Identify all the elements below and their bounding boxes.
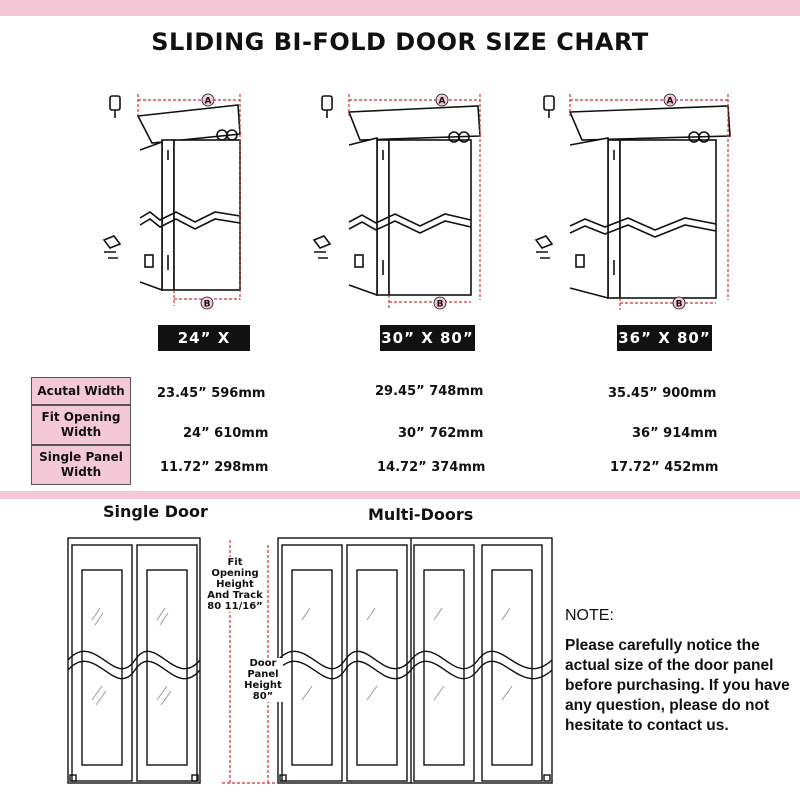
glass-reflections [92, 608, 512, 705]
doors-drawing [68, 538, 552, 783]
dim-a-label: A [204, 96, 212, 107]
row-label-actual-width: Acutal Width [31, 377, 131, 405]
single-panel-24: 11.72” 298mm [160, 460, 269, 475]
dim-b-label: B [675, 299, 683, 310]
note-heading: NOTE: [565, 607, 614, 624]
single-door-heading: Single Door [103, 502, 208, 521]
single-panel-36: 17.72” 452mm [610, 460, 719, 475]
single-panel-30: 14.72” 374mm [377, 460, 486, 475]
row-label-fit-opening: Fit Opening Width [31, 405, 131, 445]
fit-opening-24: 24” 610mm [183, 426, 269, 441]
dim-b-label: B [203, 299, 211, 310]
diagram-36x80 [536, 96, 730, 298]
dim-a-label: A [666, 96, 674, 107]
size-label-30x80: 30” X 80” [380, 325, 475, 351]
diagram-24x80 [104, 96, 240, 290]
actual-width-24: 23.45” 596mm [157, 386, 266, 401]
fit-opening-30: 30” 762mm [398, 426, 484, 441]
page-title: SLIDING BI-FOLD DOOR SIZE CHART [151, 28, 649, 56]
actual-width-30: 29.45” 748mm [375, 384, 484, 399]
size-label-36x80: 36” X 80” [617, 325, 712, 351]
size-label-24x80: 24” X 80” [158, 325, 250, 351]
note-body: Please carefully notice the actual size of the door panel before purchasing. If you have any question, please do not hesitate to contact us. [565, 637, 790, 734]
door-panel-height-label: Door Panel Height 80” [244, 658, 282, 702]
fit-opening-height-label: Fit Opening Height And Track 80 11/16” [204, 557, 266, 612]
dim-a-label: A [438, 96, 446, 107]
dim-b-label: B [436, 299, 444, 310]
row-label-single-panel: Single Panel Width [31, 445, 131, 485]
actual-width-36: 35.45” 900mm [608, 386, 717, 401]
diagram-30x80 [314, 96, 480, 295]
multi-doors-heading: Multi-Doors [368, 505, 474, 524]
fit-opening-36: 36” 914mm [632, 426, 718, 441]
